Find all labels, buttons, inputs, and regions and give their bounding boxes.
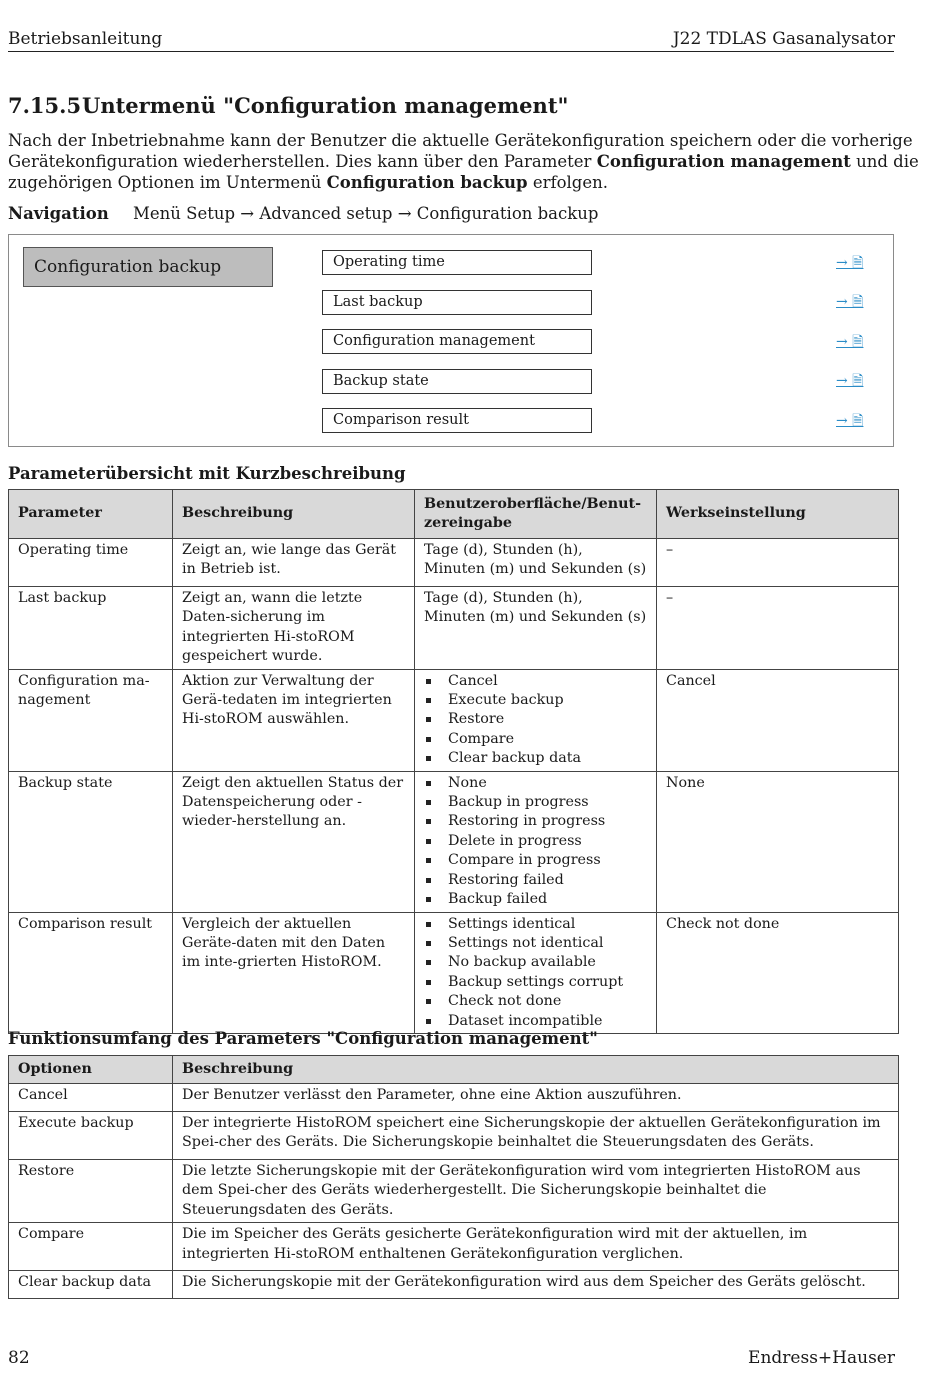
list-item: Settings not identical: [424, 934, 647, 953]
option-cell: Compare: [9, 1223, 173, 1271]
menu-item-last-backup[interactable]: Last backup: [322, 290, 592, 315]
user-input-cell: Tage (d), Stunden (h), Minuten (m) und Sekunden (s): [415, 587, 657, 670]
page-number: 82: [8, 1348, 30, 1368]
options-cell: [415, 771, 657, 912]
description-cell: Die letzte Sicherungskopie mit der Gerätekonfiguration wird vom integrierten HistoROM aus dem Spei-cher des Geräts wiederhergestellt. Die Sicherungskopie beinhaltet die Steuerungsdaten des Geräts.: [173, 1160, 899, 1223]
list-item: Backup failed: [424, 890, 647, 909]
table-row: [9, 771, 899, 912]
intro-text: zugehörigen Optionen im Untermenü: [8, 173, 327, 192]
parameter-cell: Backup state: [9, 771, 173, 912]
description-cell: Aktion zur Verwaltung der Gerä-tedaten im integrierten Hi-stoROM auswählen.: [173, 669, 415, 771]
column-header-user-input: Benutzeroberfläche/Benut-zereingabe: [415, 490, 657, 539]
list-item: Backup settings corrupt: [424, 973, 647, 992]
table-row: [9, 1160, 899, 1223]
intro-submenu-name: Configuration backup: [326, 173, 528, 192]
list-item: Check not done: [424, 992, 647, 1011]
intro-text: erfolgen.: [527, 173, 609, 192]
description-cell: Die im Speicher des Geräts gesicherte Gerätekonfiguration wird mit der aktuellen, im integrierten Hi-stoROM enthaltenen Gerätekonfiguration verglichen.: [173, 1223, 899, 1271]
option-cell: Cancel: [9, 1084, 173, 1112]
table-row: [9, 1084, 899, 1112]
column-header-parameter: Parameter: [9, 490, 173, 539]
intro-text: und die: [850, 152, 919, 171]
parameter-cell: Comparison result: [9, 912, 173, 1033]
page-reference-link-icon[interactable]: → 🗎: [836, 413, 864, 429]
options-list: [424, 774, 647, 910]
menu-item-comparison-result[interactable]: Comparison result: [322, 408, 592, 433]
factory-setting-cell: None: [657, 771, 899, 912]
table-row: [9, 587, 899, 670]
options-cell: [415, 669, 657, 771]
list-item: Execute backup: [424, 691, 647, 710]
page-reference-link-icon[interactable]: → 🗎: [836, 373, 864, 389]
option-cell: Clear backup data: [9, 1271, 173, 1299]
navigation-label: Navigation: [8, 204, 109, 223]
header-divider: [8, 51, 894, 52]
list-item: Backup in progress: [424, 793, 647, 812]
intro-paragraph: [8, 130, 919, 193]
table-row: [9, 912, 899, 1033]
column-header-description: Beschreibung: [173, 1056, 899, 1084]
product-name: J22 TDLAS Gasanalysator: [672, 29, 895, 49]
table-row: [9, 1112, 899, 1160]
list-item: Settings identical: [424, 915, 647, 934]
parameter-cell: Operating time: [9, 539, 173, 587]
table-row: [9, 539, 899, 587]
parameter-cell: Last backup: [9, 587, 173, 670]
brand-name: Endress+Hauser: [748, 1348, 895, 1368]
table-row: [9, 669, 899, 771]
table-row: [9, 1223, 899, 1271]
description-cell: Zeigt an, wie lange das Gerät in Betrieb ist.: [173, 539, 415, 587]
description-cell: Zeigt den aktuellen Status der Datenspeicherung oder -wieder-herstellung an.: [173, 771, 415, 912]
parameter-cell: Configuration ma-nagement: [9, 669, 173, 771]
navigation-path: Menü Setup → Advanced setup → Configuration backup: [133, 204, 599, 223]
menu-item-operating-time[interactable]: Operating time: [322, 250, 592, 275]
parameter-overview-table: [8, 489, 899, 1034]
intro-line-1: Nach der Inbetriebnahme kann der Benutzer die aktuelle Gerätekonfiguration speichern oder die vorherige: [8, 131, 913, 150]
list-item: Compare in progress: [424, 851, 647, 870]
options-list: [424, 672, 647, 769]
factory-setting-cell: –: [657, 587, 899, 670]
intro-line-2: [8, 151, 919, 172]
intro-text: Gerätekonfiguration wiederherstellen. Dies kann über den Parameter: [8, 152, 597, 171]
intro-param-name: Configuration management: [596, 152, 851, 171]
list-item: Cancel: [424, 672, 647, 691]
description-cell: Zeigt an, wann die letzte Daten-sicherung im integrierten Hi-stoROM gespeichert wurde.: [173, 587, 415, 670]
document-title: Betriebsanleitung: [8, 29, 163, 49]
column-header-description: Beschreibung: [173, 490, 415, 539]
page-reference-link-icon[interactable]: → 🗎: [836, 294, 864, 310]
section-title: Untermenü "Configuration management": [82, 93, 569, 118]
factory-setting-cell: Check not done: [657, 912, 899, 1033]
list-item: Compare: [424, 730, 647, 749]
submenu-configuration-backup[interactable]: Configuration backup: [23, 247, 273, 287]
options-cell: [415, 912, 657, 1033]
functions-table: [8, 1055, 899, 1299]
list-item: Restoring in progress: [424, 812, 647, 831]
description-cell: Die Sicherungskopie mit der Gerätekonfiguration wird aus dem Speicher des Geräts gelöscht.: [173, 1271, 899, 1299]
list-item: Delete in progress: [424, 832, 647, 851]
page-reference-link-icon[interactable]: → 🗎: [836, 334, 864, 350]
options-list: [424, 915, 647, 1031]
menu-item-configuration-management[interactable]: Configuration management: [322, 329, 592, 354]
description-cell: Der integrierte HistoROM speichert eine Sicherungskopie der aktuellen Gerätekonfiguration im Spei-cher des Geräts. Die Sicherungskopie beinhaltet die Steuerungsdaten des Geräts.: [173, 1112, 899, 1160]
option-cell: Execute backup: [9, 1112, 173, 1160]
list-item: None: [424, 774, 647, 793]
list-item: Restore: [424, 710, 647, 729]
list-item: Clear backup data: [424, 749, 647, 768]
table-row: [9, 1271, 899, 1299]
page-reference-link-icon[interactable]: → 🗎: [836, 255, 864, 271]
description-cell: Vergleich der aktuellen Geräte-daten mit den Daten im inte-grierten HistoROM.: [173, 912, 415, 1033]
factory-setting-cell: –: [657, 539, 899, 587]
menu-item-backup-state[interactable]: Backup state: [322, 369, 592, 394]
column-header-factory-setting: Werkseinstellung: [657, 490, 899, 539]
section-number: 7.15.5: [8, 93, 82, 118]
list-item: No backup available: [424, 953, 647, 972]
intro-line-3: [8, 172, 894, 193]
list-item: Dataset incompatible: [424, 1012, 647, 1031]
overview-heading: Parameterübersicht mit Kurzbeschreibung: [8, 464, 406, 483]
option-cell: Restore: [9, 1160, 173, 1223]
functions-heading: Funktionsumfang des Parameters "Configuration management": [8, 1029, 598, 1048]
column-header-options: Optionen: [9, 1056, 173, 1084]
factory-setting-cell: Cancel: [657, 669, 899, 771]
description-cell: Der Benutzer verlässt den Parameter, ohne eine Aktion auszuführen.: [173, 1084, 899, 1112]
section-heading: [8, 92, 568, 120]
list-item: Restoring failed: [424, 871, 647, 890]
user-input-cell: Tage (d), Stunden (h), Minuten (m) und Sekunden (s): [415, 539, 657, 587]
